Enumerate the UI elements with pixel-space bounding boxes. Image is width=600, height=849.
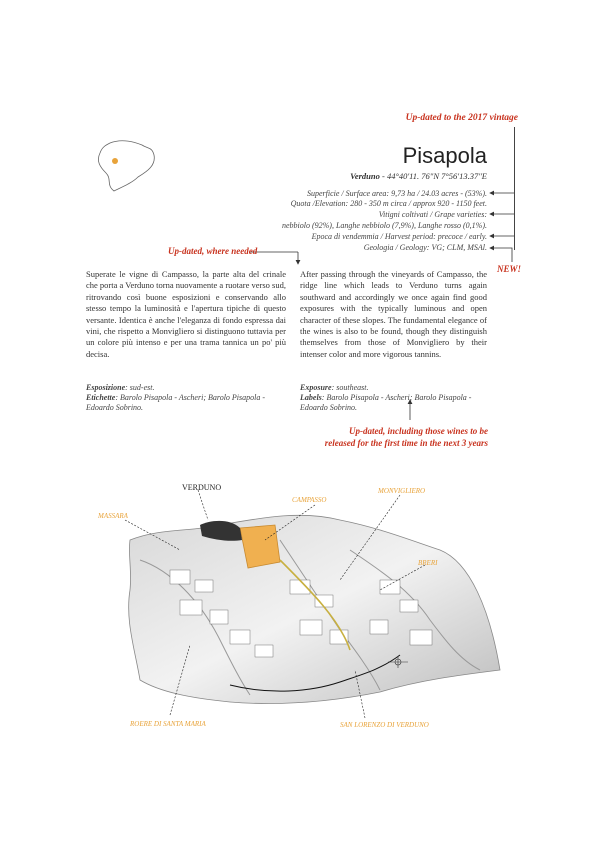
village-name: Verduno [350,171,380,181]
italian-labels: Etichette: Barolo Pisapola - Ascheri; Barolo Pisapola - Edoardo Sobrino. [86,393,266,412]
italian-description: Superate le vigne di Campasso, la parte alta del crinale che porta a Verduno torna nuovamente a ruotare verso sud, ritrovando così buone esposizioni e conservando allo stesso tempo la luminosità e l'apertura tipiche di questo versante. Identica è anche l'eleganza di fondo espressa dai vini, che rispetto a Monvigliero si distinguono tuttavia per un colore più intenso e per una trama tannica un po' più decisa. [86,269,286,359]
note-updated-2017: Up-dated to the 2017 vintage [405,113,518,123]
italian-meta [86,383,286,413]
spec-grapes: nebbiolo (92%), Langhe nebbiolo (7,9%), Langhe rosso (0,1%). [281,221,487,230]
map-label-massara: MASSARA [98,512,128,520]
map-label-verduno: VERDUNO [182,483,222,492]
vineyard-relief-map [80,470,510,720]
note-updated-release: Up-dated, including those wines to be released for the first time in the next 3 years [324,426,488,448]
english-meta [300,383,490,413]
spec-surface: Superficie / Surface area: 9,73 ha / 24.03 acres - (53%). [306,189,487,198]
english-exposure: Exposure: southeast. [300,383,369,392]
english-labels: Labels: Barolo Pisapola - Ascheri; Barolo Pisapola - Edoardo Sobrino. [300,393,472,412]
map-label-roere: ROERE DI SANTA MARIA [130,720,206,728]
spec-altitude: Quota /Elevation: 280 - 350 m circa / approx 920 - 1150 feet. [290,199,487,208]
note-updated-needed: Up-dated, where needed [168,246,258,256]
coordinates-value: - 44°40'11. 76"N 7°56'13.37"E [379,171,487,181]
map-label-monvigliero: MONVIGLIERO [378,487,426,495]
english-description: After passing through the vineyards of Campasso, the ridge line which leads to Verduno turns again southward and accordingly we once again find good exposures with the typically luminous and open character of these slopes. The fundamental elegance of the wines is also to be found, though they distinguish themselves from those of Monvigliero by their intenser color and more vigorous tannins. [300,269,487,359]
spec-grapes-label: Vitigni coltivati / Grape varieties: [378,210,487,219]
note-new: NEW! [497,264,522,274]
map-label-breri: BRERI [418,559,438,567]
map-label-campasso: CAMPASSO [292,496,327,504]
vineyard-title: Pisapola [402,143,487,168]
italian-exposure: Esposizione: sud-est. [86,383,155,392]
spec-geology: Geologia / Geology: VG; CLM, MSAl. [363,243,487,252]
map-label-san-lorenzo: SAN LORENZO DI VERDUNO [340,721,429,729]
spec-harvest: Epoca di vendemmia / Harvest period: precoce / early. [311,232,487,241]
